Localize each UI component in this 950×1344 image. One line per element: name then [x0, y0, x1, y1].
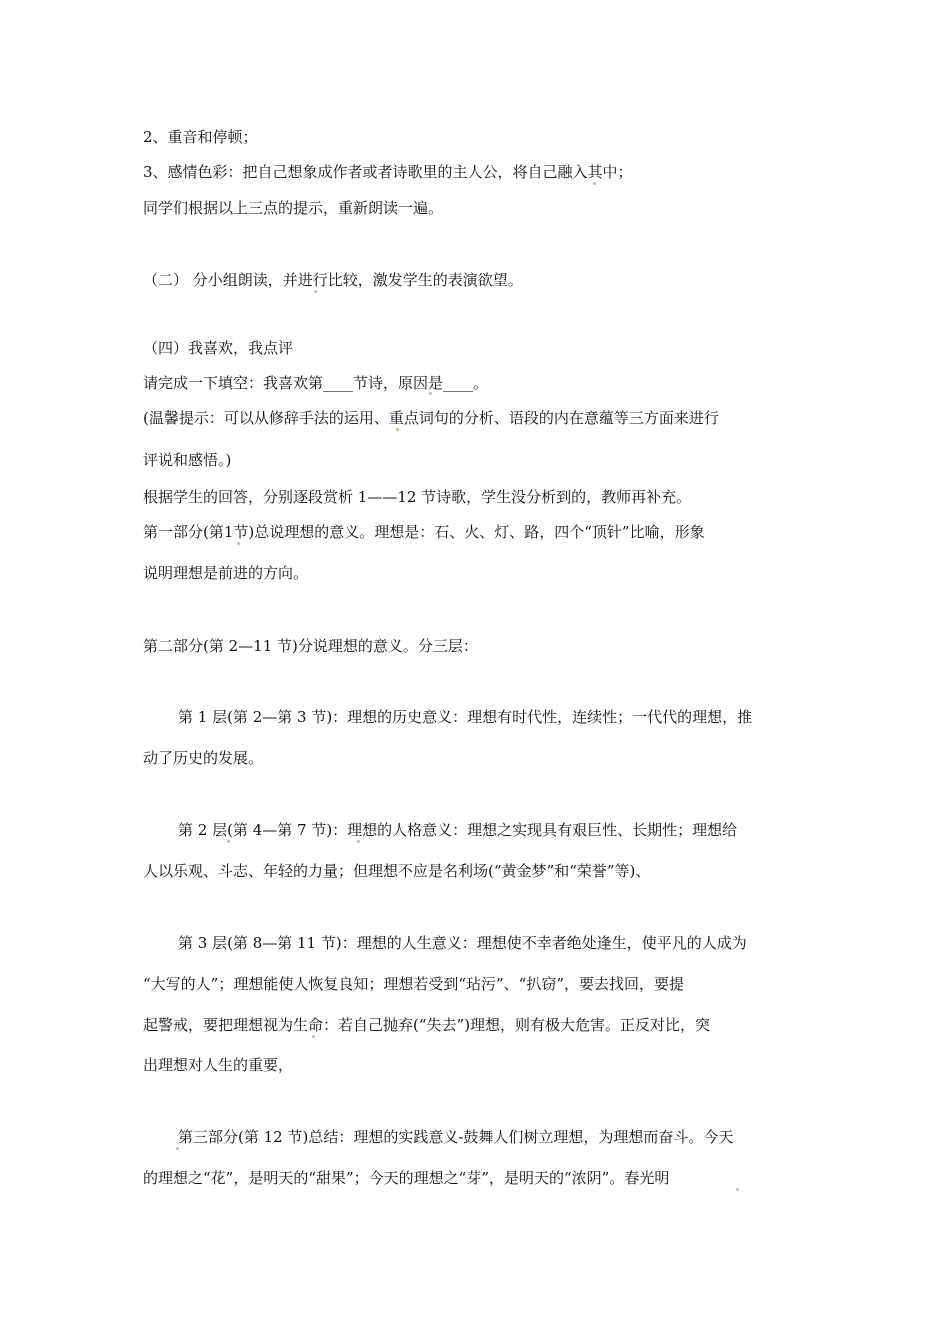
- layer-one-line-1: 第 1 层(第 2—第 3 节)：理想的历史意义：理想有时代性，连续性；一代代的理想，推: [178, 708, 753, 726]
- text-line-1: 2、重音和停顿；: [143, 128, 258, 146]
- analysis-intro: 根据学生的回答，分别逐段赏析 1——12 节诗歌，学生没分析到的，教师再补充。: [143, 488, 692, 506]
- layer-three-line-3: 起警戒，要把理想视为生命：若自己抛弃(“失去”)理想，则有极大危害。正反对比，突: [143, 1016, 711, 1034]
- stray-mark: [176, 1147, 179, 1150]
- section-heading-2: （二） 分小组朗读，并进行比较，激发学生的表演欲望。: [143, 271, 523, 289]
- part-one-line-1: 第一部分(第1节)总说理想的意义。理想是：石、火、灯、路，四个“顶针”比喻，形象: [143, 523, 705, 541]
- stray-mark: [357, 840, 360, 843]
- layer-one-line-2: 动了历史的发展。: [143, 749, 264, 767]
- section-heading-4: （四）我喜欢，我点评: [143, 339, 294, 357]
- text-line-3: 同学们根据以上三点的提示，重新朗读一遍。: [143, 199, 444, 217]
- layer-three-line-2: “大写的人”；理想能使人恢复良知；理想若受到“玷污”、“扒窃”，要去找回，要提: [143, 975, 685, 993]
- stray-mark: [227, 840, 230, 843]
- stray-mark: [312, 1035, 315, 1038]
- stray-mark: [237, 542, 240, 545]
- stray-mark: [593, 182, 596, 185]
- stray-mark: [429, 392, 432, 395]
- stray-mark: [736, 1188, 739, 1191]
- layer-three-line-1: 第 3 层(第 8—第 11 节)：理想的人生意义：理想使不幸者绝处逢生，使平凡的人成为: [178, 934, 747, 952]
- fill-in-prompt: 请完成一下填空：我喜欢第____节诗，原因是____。: [143, 374, 489, 392]
- layer-two-line-2: 人以乐观、斗志、年轻的力量；但理想不应是名利场(“黄金梦”和“荣誉”等)、: [143, 862, 651, 880]
- text-line-2: 3、感情色彩：把自己想象成作者或者诗歌里的主人公，将自己融入其中；: [143, 163, 633, 181]
- tip-line-1: (温馨提示：可以从修辞手法的运用、重点词句的分析、语段的内在意蕴等三方面来进行: [143, 409, 719, 427]
- part-three-line-2: 的理想之“花”，是明天的“甜果”；今天的理想之“芽”，是明天的“浓阴”。春光明: [143, 1169, 670, 1187]
- part-two-heading: 第二部分(第 2—11 节)分说理想的意义。分三层：: [143, 637, 478, 655]
- stray-mark: [396, 428, 399, 431]
- tip-line-2: 评说和感悟。): [143, 451, 232, 469]
- layer-two-line-1: 第 2 层(第 4—第 7 节)：理想的人格意义：理想之实现具有艰巨性、长期性；理想给: [178, 821, 738, 839]
- part-one-line-2: 说明理想是前进的方向。: [143, 564, 309, 582]
- part-three-line-1: 第三部分(第 12 节)总结：理想的实践意义-鼓舞人们树立理想，为理想而奋斗。今天: [178, 1128, 734, 1146]
- stray-mark: [314, 290, 317, 293]
- layer-three-line-4: 出理想对人生的重要，: [143, 1056, 294, 1074]
